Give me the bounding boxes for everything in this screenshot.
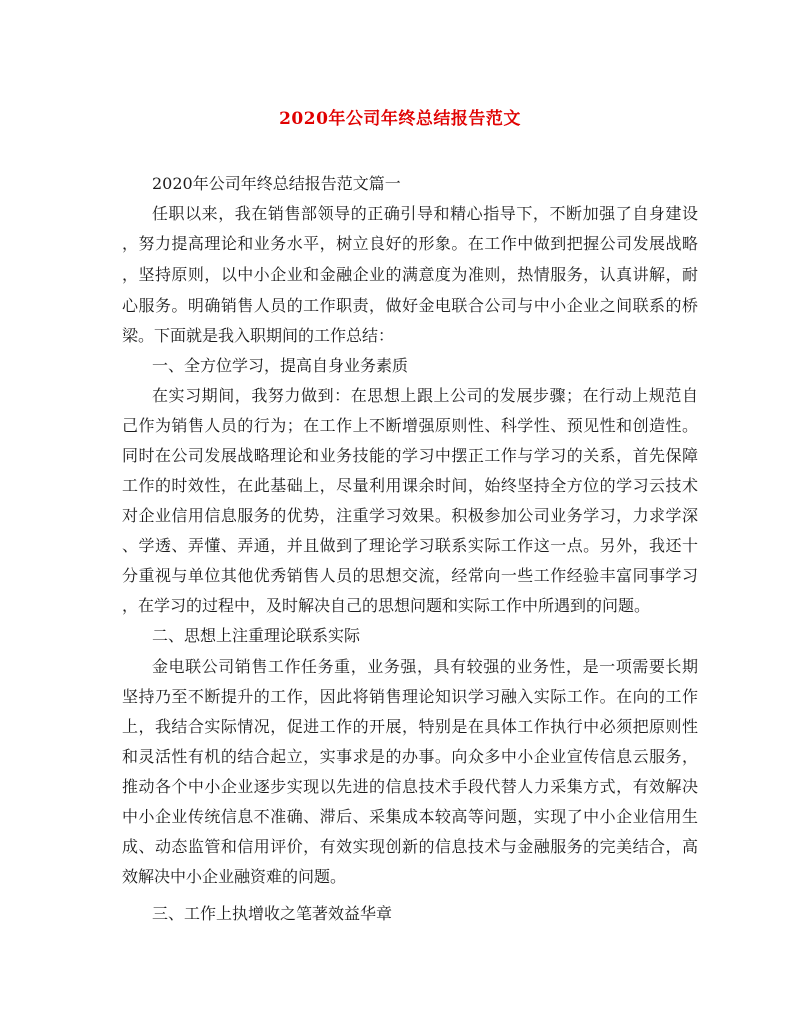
section-heading: 一、全方位学习，提高自身业务素质 xyxy=(152,356,409,375)
paragraph-line: 对企业信用信息服务的优势，注重学习效果。积极参加公司业务学习，力求学深 xyxy=(122,506,698,525)
paragraph-line: 成、动态监管和信用评价，有效实现创新的信息技术与金融服务的完美结合，高 xyxy=(122,837,698,856)
section-heading: 2020年公司年终总结报告范文篇一 xyxy=(152,174,401,193)
paragraph-line: 和灵活性有机的结合起立，实事求是的办事。向众多中小企业宣传信息云服务， xyxy=(122,747,698,766)
paragraph-line: 在实习期间，我努力做到：在思想上跟上公司的发展步骤；在行动上规范自 xyxy=(152,386,698,405)
paragraph-line: 分重视与单位其他优秀销售人员的思想交流，经常向一些工作经验丰富同事学习 xyxy=(122,566,698,585)
paragraph-line: ，努力提高理论和业务水平，树立良好的形象。在工作中做到把握公司发展战略 xyxy=(122,234,698,253)
paragraph-line: 己作为销售人员的行为；在工作上不断增强原则性、科学性、预见性和创造性。 xyxy=(122,416,698,435)
paragraph-line: 同时在公司发展战略理论和业务技能的学习中摆正工作与学习的关系，首先保障 xyxy=(122,446,698,465)
paragraph-line: 心服务。明确销售人员的工作职责，做好金电联合公司与中小企业之间联系的桥 xyxy=(122,296,698,315)
paragraph-line: 任职以来，我在销售部领导的正确引导和精心指导下，不断加强了自身建设 xyxy=(152,204,698,223)
document-title: 2020年公司年终总结报告范文 xyxy=(279,109,521,129)
paragraph-line: 中小企业传统信息不准确、滞后、采集成本较高等问题，实现了中小企业信用生 xyxy=(122,807,698,826)
paragraph-line: 推动各个中小企业逐步实现以先进的信息技术手段代替人力采集方式，有效解决 xyxy=(122,777,698,796)
paragraph-line: 工作的时效性，在此基础上，尽量利用课余时间，始终坚持全方位的学习云技术 xyxy=(122,476,698,495)
paragraph-line: 效解决中小企业融资难的问题。 xyxy=(122,867,347,886)
paragraph-line: 坚持乃至不断提升的工作，因此将销售理论知识学习融入实际工作。在向的工作 xyxy=(122,687,698,706)
paragraph-line: 上，我结合实际情况，促进工作的开展，特别是在具体工作执行中必须把原则性 xyxy=(122,717,698,736)
paragraph-line: 金电联公司销售工作任务重，业务强，具有较强的业务性，是一项需要长期 xyxy=(152,657,698,676)
paragraph-line: ，坚持原则，以中小企业和金融企业的满意度为准则，热情服务，认真讲解，耐 xyxy=(122,265,698,284)
paragraph-line: 、学透、弄懂、弄通，并且做到了理论学习联系实际工作这一点。另外，我还十 xyxy=(122,536,698,555)
section-heading: 三、工作上执增收之笔著效益华章 xyxy=(152,904,393,923)
section-heading: 二、思想上注重理论联系实际 xyxy=(152,626,361,645)
paragraph-line: ，在学习的过程中，及时解决自己的思想问题和实际工作中所遇到的问题。 xyxy=(122,596,651,615)
paragraph-line: 梁。下面就是我入职期间的工作总结： xyxy=(122,326,395,345)
